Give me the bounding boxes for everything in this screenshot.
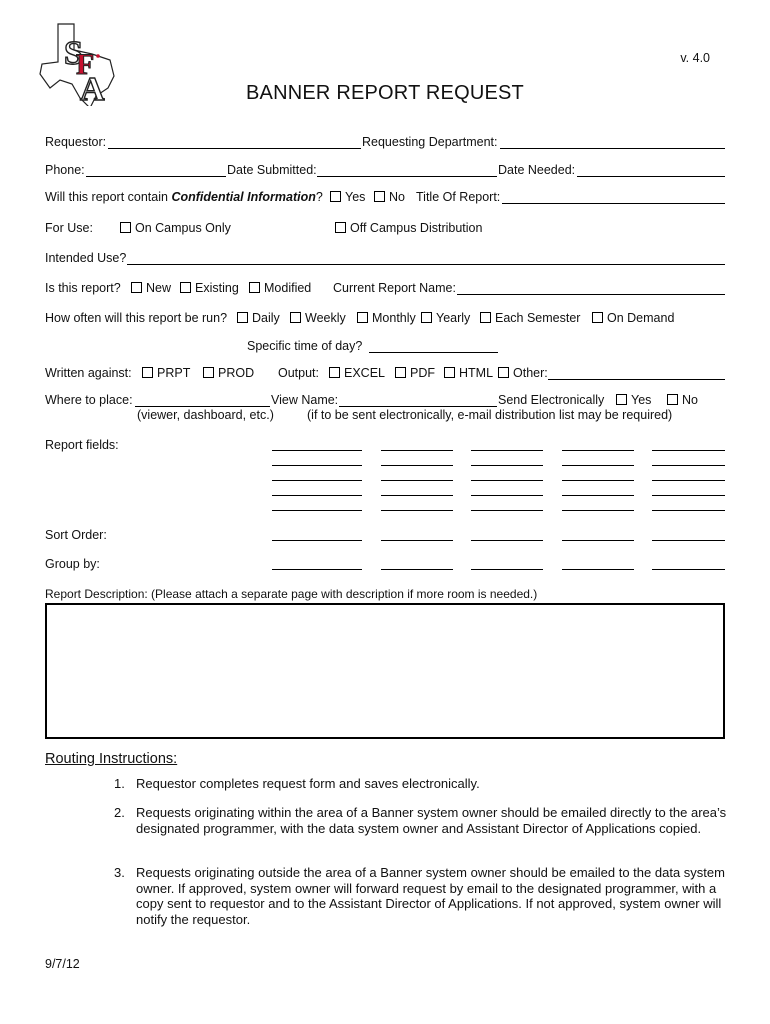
on-demand-checkbox[interactable] (592, 312, 603, 323)
requesting-department-label: Requesting Department: (362, 135, 498, 149)
daily-checkbox[interactable] (237, 312, 248, 323)
date-submitted-label: Date Submitted: (227, 163, 317, 177)
footer-date: 9/7/12 (45, 957, 80, 971)
report-field-line[interactable] (272, 465, 362, 466)
report-field-line[interactable] (652, 450, 725, 451)
on-campus-checkbox[interactable] (120, 222, 131, 233)
send-no-checkbox[interactable] (667, 394, 678, 405)
sort-order-line[interactable] (471, 540, 543, 541)
excel-checkbox[interactable] (329, 367, 340, 378)
monthly-checkbox[interactable] (357, 312, 368, 323)
frequency-daily-option[interactable] (237, 311, 280, 325)
existing-label: Existing (195, 281, 239, 295)
report-field-line[interactable] (381, 465, 453, 466)
report-field-line[interactable] (381, 480, 453, 481)
prod-option[interactable] (203, 366, 254, 380)
modified-checkbox[interactable] (249, 282, 260, 293)
group-by-line[interactable] (652, 569, 725, 570)
date-needed-field[interactable] (577, 176, 725, 177)
title-of-report-label: Title Of Report: (416, 190, 501, 204)
confidential-question (45, 190, 323, 204)
prpt-checkbox[interactable] (142, 367, 153, 378)
send-yes-option[interactable] (616, 393, 651, 407)
where-to-place-field[interactable] (135, 406, 270, 407)
page-title: BANNER REPORT REQUEST (246, 82, 524, 104)
frequency-label: How often will this report be run? (45, 311, 228, 325)
other-checkbox[interactable] (498, 367, 509, 378)
version-label: v. 4.0 (680, 51, 710, 65)
existing-checkbox[interactable] (180, 282, 191, 293)
yearly-checkbox[interactable] (421, 312, 432, 323)
view-name-label: View Name: (271, 393, 339, 407)
report-field-line[interactable] (381, 510, 453, 511)
send-electronically-label: Send Electronically (498, 393, 605, 407)
report-field-line[interactable] (562, 450, 634, 451)
send-no-label: No (682, 393, 698, 407)
report-field-line[interactable] (471, 510, 543, 511)
sort-order-line[interactable] (381, 540, 453, 541)
on-campus-label: On Campus Only (135, 221, 231, 235)
svg-text:F: F (76, 48, 95, 81)
each-semester-label: Each Semester (495, 311, 581, 325)
date-submitted-field[interactable] (317, 176, 497, 177)
report-field-line[interactable] (562, 510, 634, 511)
view-name-field[interactable] (339, 406, 497, 407)
frequency-monthly-option[interactable] (357, 311, 416, 325)
modified-option[interactable] (249, 281, 311, 295)
report-field-line[interactable] (652, 480, 725, 481)
group-by-line[interactable] (471, 569, 543, 570)
sort-order-label: Sort Order: (45, 528, 107, 542)
report-field-line[interactable] (272, 510, 362, 511)
electronic-hint: (if to be sent electronically, e-mail distribution list may be required) (307, 408, 673, 422)
new-checkbox[interactable] (131, 282, 142, 293)
phone-label: Phone: (45, 163, 85, 177)
confidential-yes-label: Yes (345, 190, 366, 204)
requesting-department-field[interactable] (500, 148, 725, 149)
report-field-line[interactable] (272, 450, 362, 451)
excel-option[interactable] (329, 366, 385, 380)
yearly-label: Yearly (436, 311, 471, 325)
confidential-yes-option[interactable] (330, 190, 365, 204)
report-field-line[interactable] (562, 480, 634, 481)
confidential-prefix: Will this report contain (45, 190, 172, 204)
html-label: HTML (459, 366, 494, 380)
report-field-line[interactable] (562, 495, 634, 496)
group-by-line[interactable] (562, 569, 634, 570)
specific-time-label: Specific time of day? (247, 339, 363, 353)
report-field-line[interactable] (471, 465, 543, 466)
for-use-label: For Use: (45, 221, 93, 235)
confidential-no-checkbox[interactable] (374, 191, 385, 202)
off-campus-option[interactable] (335, 221, 482, 235)
routing-title: Routing Instructions: (45, 751, 178, 767)
report-field-line[interactable] (272, 480, 362, 481)
frequency-weekly-option[interactable] (290, 311, 346, 325)
svg-text:A: A (80, 71, 105, 106)
frequency-yearly-option[interactable] (421, 311, 470, 325)
sort-order-line[interactable] (562, 540, 634, 541)
send-yes-label: Yes (631, 393, 652, 407)
excel-label: EXCEL (344, 366, 385, 380)
off-campus-checkbox[interactable] (335, 222, 346, 233)
written-against-label: Written against: (45, 366, 132, 380)
new-option[interactable] (131, 281, 171, 295)
date-needed-label: Date Needed: (498, 163, 576, 177)
frequency-on-demand-option[interactable] (592, 311, 674, 325)
sort-order-line[interactable] (272, 540, 362, 541)
prpt-option[interactable] (142, 366, 190, 380)
weekly-checkbox[interactable] (290, 312, 301, 323)
monthly-label: Monthly (372, 311, 416, 325)
output-label: Output: (278, 366, 319, 380)
other-label: Other: (513, 366, 548, 380)
on-demand-label: On Demand (607, 311, 675, 325)
weekly-label: Weekly (305, 311, 346, 325)
current-report-name-field[interactable] (457, 294, 725, 295)
report-field-line[interactable] (471, 450, 543, 451)
prod-checkbox[interactable] (203, 367, 214, 378)
intended-use-label: Intended Use? (45, 251, 127, 265)
intended-use-field[interactable] (127, 264, 725, 265)
prpt-label: PRPT (157, 366, 191, 380)
confidential-yes-checkbox[interactable] (330, 191, 341, 202)
pdf-option[interactable] (395, 366, 435, 380)
viewer-hint: (viewer, dashboard, etc.) (137, 408, 274, 422)
report-description-label: Report Description: (Please attach a separate page with description if more room is needed.) (45, 587, 538, 601)
confidential-no-label: No (389, 190, 405, 204)
routing-item-text: Requests originating within the area of a Banner system owner should be emailed directly to the area’s designated programmer, with the data system owner and Assistant Director of Applications copied. (136, 805, 727, 836)
report-field-line[interactable] (471, 495, 543, 496)
report-field-line[interactable] (562, 465, 634, 466)
group-by-label: Group by: (45, 557, 100, 571)
frequency-each-semester-option[interactable] (480, 311, 580, 325)
send-yes-checkbox[interactable] (616, 394, 627, 405)
group-by-line[interactable] (381, 569, 453, 570)
report-field-line[interactable] (381, 450, 453, 451)
off-campus-label: Off Campus Distribution (350, 221, 483, 235)
specific-time-field[interactable] (369, 352, 498, 353)
routing-item-number: 2. (114, 805, 125, 820)
current-report-name-label: Current Report Name: (333, 281, 456, 295)
send-no-option[interactable] (667, 393, 698, 407)
other-option[interactable] (498, 366, 548, 380)
new-label: New (146, 281, 172, 295)
routing-item-text: Requests originating outside the area of a Banner system owner should be emailed to the data system owner. If approved, system owner will forward request by email to the designated programmer, with a copy sent to requestor and to the Assistant Director of Applications. If not approved, system owner will notify the requestor. (136, 865, 725, 927)
requestor-field[interactable] (108, 148, 361, 149)
is-this-report-label: Is this report? (45, 281, 121, 295)
pdf-label: PDF (410, 366, 435, 380)
daily-label: Daily (252, 311, 280, 325)
pdf-checkbox[interactable] (395, 367, 406, 378)
sort-order-line[interactable] (652, 540, 725, 541)
routing-item-number: 1. (114, 776, 125, 791)
html-option[interactable] (444, 366, 493, 380)
html-checkbox[interactable] (444, 367, 455, 378)
phone-field[interactable] (86, 176, 226, 177)
group-by-line[interactable] (272, 569, 362, 570)
report-field-line[interactable] (381, 495, 453, 496)
routing-item-text: Requestor completes request form and saves electronically. (136, 776, 480, 791)
routing-item-number: 3. (114, 865, 125, 880)
report-field-line[interactable] (652, 465, 725, 466)
prod-label: PROD (218, 366, 255, 380)
each-semester-checkbox[interactable] (480, 312, 491, 323)
report-field-line[interactable] (471, 480, 543, 481)
svg-text:S: S (64, 35, 83, 72)
other-field[interactable] (548, 379, 725, 380)
confidential-emphasis: Confidential Information (171, 190, 316, 204)
on-campus-option[interactable] (120, 221, 231, 235)
requestor-label: Requestor: (45, 135, 107, 149)
report-field-line[interactable] (272, 495, 362, 496)
report-description-box[interactable] (45, 603, 725, 739)
title-of-report-field[interactable] (502, 203, 725, 204)
report-fields-label: Report fields: (45, 438, 119, 452)
report-field-line[interactable] (652, 510, 725, 511)
confidential-no-option[interactable] (374, 190, 405, 204)
modified-label: Modified (264, 281, 312, 295)
report-field-line[interactable] (652, 495, 725, 496)
confidential-suffix: ? (315, 190, 323, 204)
existing-option[interactable] (180, 281, 239, 295)
where-to-place-label: Where to place: (45, 393, 133, 407)
